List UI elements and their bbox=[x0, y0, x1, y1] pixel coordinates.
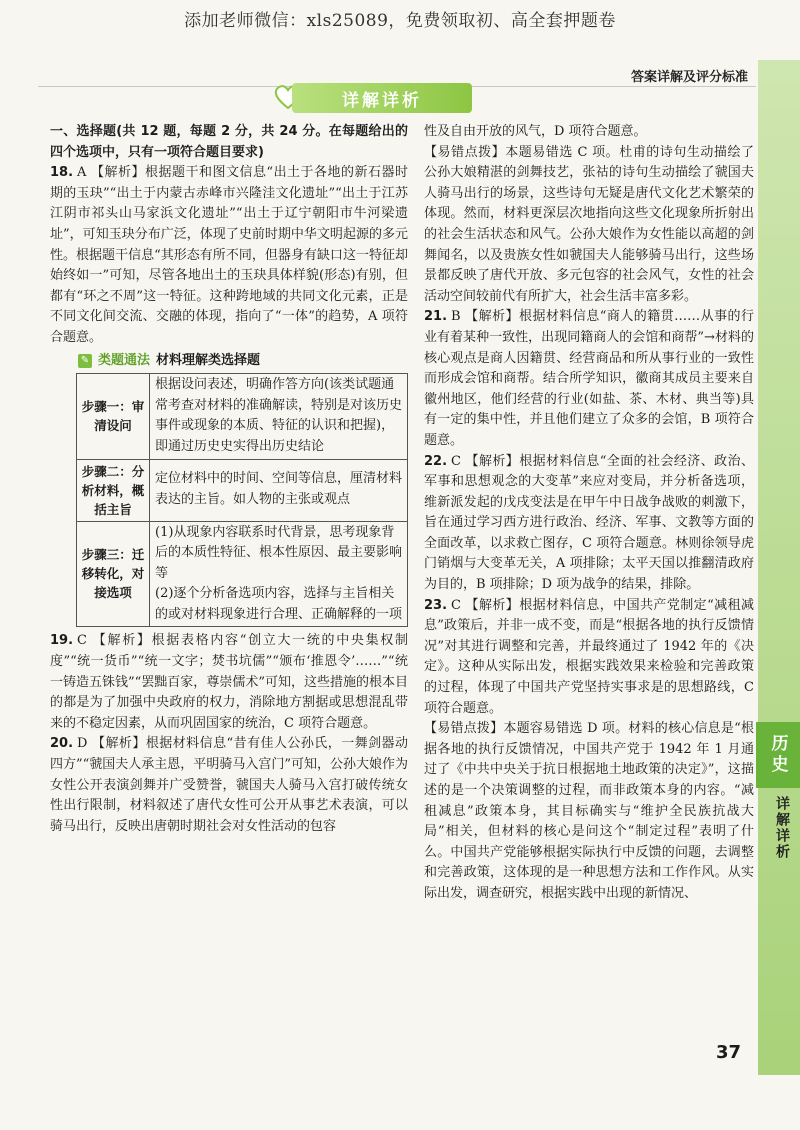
side-section-label: 详解详析 bbox=[774, 796, 790, 860]
question-number: 19. bbox=[50, 633, 74, 649]
error-tip-20: 【易错点拨】本题易错选 C 项。杜甫的诗句生动描绘了公孙大娘精湛的剑舞技艺，张祜的诗句生动描绘了虢国夫人骑马出行的场景，这些诗句无疑是唐代文化艺术繁荣的体现。然而，材料更深层次地指向这些文化现象所折射出的社会生活状态和风气。公孙大娘作为女性能以高超的剑舞闻名，以及贵族女性如虢国夫人能够骑马出行，这些场景都反映了唐代开放、多元包容的社会风气，女性的社会活动空间较前代有所扩大，社会生活丰富多彩。 bbox=[424, 144, 754, 304]
method-chip: 类题通法 bbox=[98, 352, 151, 368]
method-title: 材料理解类选择题 bbox=[156, 352, 261, 368]
question-answer: A 【解析】根据题干和图文信息“出土于各地的新石器时期的玉玦”“出土于内蒙古赤峰市兴隆洼文化遗址”“出土于江苏江阴市祁头山马家浜文化遗址”“出土于辽宁朝阳市牛河梁遗址”，可知玉玦分布广泛，体现了史前时期中华文明起源的多元性。根据题干信息“其形态有所不同，但器身有缺口这一特征却始终如一”可知，尽管各地出土的玉玦具体样貌(形态)有别，但都有“环之不周”这一特征。这种跨地域的共同文化元素，正是不同文化间交流、交融的体现，指向了“一体”的趋势，A 项符合题意。 bbox=[50, 165, 408, 345]
question-answer: D 【解析】根据材料信息“昔有佳人公孙氏，一舞剑器动四方”“虢国夫人承主恩，平明骑马入宫门”可知，公孙大娘作为女性公开表演剑舞并广受赞誉，虢国夫人骑马入宫打破传统女性出行限制，材料叙述了唐代女性可公开从事艺术表演，可以骑马出行，反映出唐朝时期社会对女性活动的包容 bbox=[50, 736, 408, 834]
page-number: 37 bbox=[716, 1042, 742, 1063]
question-20 bbox=[50, 734, 408, 837]
question-19 bbox=[50, 631, 408, 734]
question-21 bbox=[424, 307, 754, 451]
side-tab-strip bbox=[758, 60, 800, 1075]
watermark-text: 添加老师微信：xls25089，免费领取初、高全套押题卷 bbox=[184, 11, 616, 31]
method-heading bbox=[78, 351, 408, 372]
method-icon: ✎ bbox=[78, 354, 92, 368]
steps-table bbox=[76, 373, 408, 627]
section-heading: 一、选择题(共 12 题，每题 2 分，共 24 分。在每题给出的四个选项中，只有一项符合题目要求) bbox=[50, 124, 408, 160]
step-name: 步骤三：迁移转化，对接选项 bbox=[77, 521, 150, 627]
question-number: 20. bbox=[50, 736, 74, 752]
question-number: 22. bbox=[424, 453, 448, 469]
step-desc: 定位材料中的时间、空间等信息，厘清材料表达的主旨。如人物的主张或观点 bbox=[150, 459, 408, 521]
table-row bbox=[77, 521, 408, 627]
step-name: 步骤二：分析材料，概括主旨 bbox=[77, 459, 150, 521]
section-banner bbox=[292, 83, 472, 113]
question-answer: B 【解析】根据材料信息“商人的籍贯……从事的行业有着某种一致性，出现同籍商人的会馆和商帮”→材料的核心观点是商人因籍贯、经营商品和所从事行业的一致性而形成会馆和商帮。结合所学知识，徽商其成员主要来自徽州地区，他们经营的行业(如盐、茶、木材、典当等)具有一定的集中性，并且他们建立了众多的会馆，B 项符合题意。 bbox=[424, 309, 754, 448]
side-subject-label: 历史 bbox=[756, 722, 800, 788]
left-column bbox=[50, 122, 408, 837]
header-title: 答案详解及评分标准 bbox=[630, 70, 748, 85]
error-tip-23: 【易错点拨】本题容易错选 D 项。材料的核心信息是“根据各地的执行反馈情况，中国共产党于 1942 年 1 月通过了《中共中央关于抗日根据地土地政策的决定》”，这描述的是一个决策调整的过程，而非政策本身的内容。“减租减息”政策本身，其目标确实与“维护全民族抗战大局”相关，但材料的核心是问这个“制定过程”表明了什么。中国共产党能够根据实际执行中反馈的问题，去调整和完善政策，这体现的是一种思想方法和工作作风。从实际出发，调查研究，根据实践中出现的新情况、 bbox=[424, 721, 754, 901]
question-answer: C 【解析】根据表格内容“创立大一统的中央集权制度”“统一货币”“统一文字；焚书坑儒”“颁布‘推恩令’……”“统一铸造五铢钱”“罢黜百家，尊崇儒术”可知，这些措施的根本目的都是为了加强中央政府的权力，消除地方割据或思想混乱带来的不稳定因素，从而巩固国家的统治，C 项符合题意。 bbox=[50, 633, 408, 731]
table-row bbox=[77, 459, 408, 521]
question-23 bbox=[424, 596, 754, 720]
table-row bbox=[77, 374, 408, 459]
banner-title: 详解详析 bbox=[342, 90, 422, 111]
question-answer: C 【解析】根据材料信息，中国共产党制定“减租减息”政策后，并非一成不变，而是“根据各地的执行反馈情况”对其进行调整和完善，并最终通过了 1942 年的《决定》。这种从实际出发，根据实践效果来检验和完善政策的过程，体现了中国共产党坚持实事求是的思想路线，C 项符合题意。 bbox=[424, 597, 754, 716]
question-22 bbox=[424, 452, 754, 596]
question-number: 23. bbox=[424, 597, 448, 613]
step-name: 步骤一：审清设问 bbox=[77, 374, 150, 459]
right-column bbox=[424, 122, 754, 905]
question-answer: C 【解析】根据材料信息“全面的社会经济、政治、军事和思想观念的大变革”来应对变局，并分析备选项，维新派发起的戊戌变法是在甲午中日战争战败的刺激下，旨在通过学习西方进行政治、经济、军事、文教等方面的全面改革，以求救亡图存，C 项符合题意。林则徐领导虎门销烟与大变革无关，A 项排除；太平天国以推翻清政府为目的，B 项排除；D 项为战争的结果，排除。 bbox=[424, 453, 754, 593]
question-18 bbox=[50, 163, 408, 348]
question-20-continued: 性及自由开放的风气，D 项符合题意。 bbox=[424, 124, 647, 139]
step-desc: (1)从现象内容联系时代背景，思考现象背后的本质性特征、根本性原因、最主要影响等 (2)逐个分析备选项内容，选择与主旨相关的或对材料现象进行合理、正确解释的一项 bbox=[150, 521, 408, 627]
question-number: 18. bbox=[50, 165, 74, 181]
step-desc: 根据设问表述，明确作答方向(该类试题通常考查对材料的准确解读，特别是对该历史事件或现象的本质、特征的认识和把握)，即通过历史史实得出历史结论 bbox=[150, 374, 408, 459]
question-number: 21. bbox=[424, 309, 448, 325]
